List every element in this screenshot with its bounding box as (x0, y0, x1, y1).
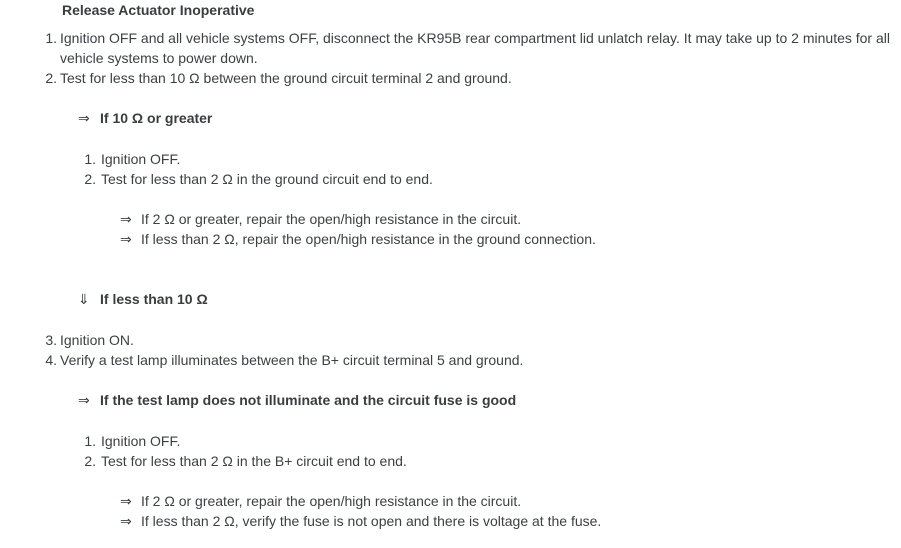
condition-row-greater (78, 108, 891, 128)
substep-row-1 (0, 431, 891, 451)
result-text: If less than 2 Ω, repair the open/high resistance in the ground connection. (141, 231, 596, 247)
step-text: Test for less than 2 Ω in the B+ circuit end to end. (101, 453, 407, 469)
double-right-arrow-icon: ⇒ (120, 493, 132, 509)
substep-row-2 (0, 169, 891, 189)
branch2-result-list (0, 491, 891, 531)
result-row-2 (120, 229, 891, 249)
step-number: 1. (84, 151, 96, 167)
step-row-2 (0, 68, 891, 88)
double-right-arrow-icon: ⇒ (120, 231, 132, 247)
procedure-title: Release Actuator Inoperative (62, 2, 255, 18)
step-number: 1. (45, 30, 57, 46)
condition-text: If less than 10 Ω (100, 291, 208, 307)
condition-row-less (78, 289, 891, 309)
result-row-2 (120, 511, 891, 531)
condition-text: If the test lamp does not illuminate and the circuit fuse is good (100, 392, 517, 408)
step-text: Test for less than 2 Ω in the ground circuit end to end. (101, 171, 433, 187)
double-right-arrow-icon: ⇒ (78, 110, 90, 126)
step-text: Ignition OFF. (101, 151, 181, 167)
double-right-arrow-icon: ⇒ (120, 211, 132, 227)
double-right-arrow-icon: ⇒ (78, 392, 90, 408)
step-text: Test for less than 10 Ω between the ground circuit terminal 2 and ground. (60, 70, 512, 86)
step-text: Verify a test lamp illuminates between the B+ circuit terminal 5 and ground. (60, 352, 524, 368)
step-row-3 (0, 330, 891, 350)
step-row-4 (0, 350, 891, 370)
double-right-arrow-icon: ⇒ (120, 513, 132, 529)
branch2-step-list (0, 431, 891, 471)
result-text: If 2 Ω or greater, repair the open/high resistance in the circuit. (141, 493, 522, 509)
step-text: Ignition ON. (60, 332, 134, 348)
result-row-1 (120, 209, 891, 229)
step-text: Ignition OFF. (101, 433, 181, 449)
branch1-step-list (0, 149, 891, 189)
main-step-list-top (0, 28, 891, 88)
substep-row-2 (0, 451, 891, 471)
main-step-list-bottom (0, 330, 891, 370)
step-number: 4. (45, 352, 57, 368)
step-row-1 (0, 28, 891, 68)
double-down-arrow-icon: ⇓ (78, 291, 90, 307)
step-text: Ignition OFF and all vehicle systems OFF, disconnect the KR95B rear compartment lid unlatch relay. It may take up to 2 minutes for all vehicle systems to power down. (60, 30, 890, 66)
step-number: 1. (84, 433, 96, 449)
branch1-result-list (0, 209, 891, 249)
condition-row-test-lamp (78, 390, 891, 410)
step-number: 2. (45, 70, 57, 86)
step-number: 3. (45, 332, 57, 348)
result-row-1 (120, 491, 891, 511)
condition-text: If 10 Ω or greater (100, 110, 213, 126)
step-number: 2. (84, 453, 96, 469)
substep-row-1 (0, 149, 891, 169)
step-number: 2. (84, 171, 96, 187)
result-text: If less than 2 Ω, verify the fuse is not open and there is voltage at the fuse. (141, 513, 602, 529)
result-text: If 2 Ω or greater, repair the open/high resistance in the circuit. (141, 211, 522, 227)
